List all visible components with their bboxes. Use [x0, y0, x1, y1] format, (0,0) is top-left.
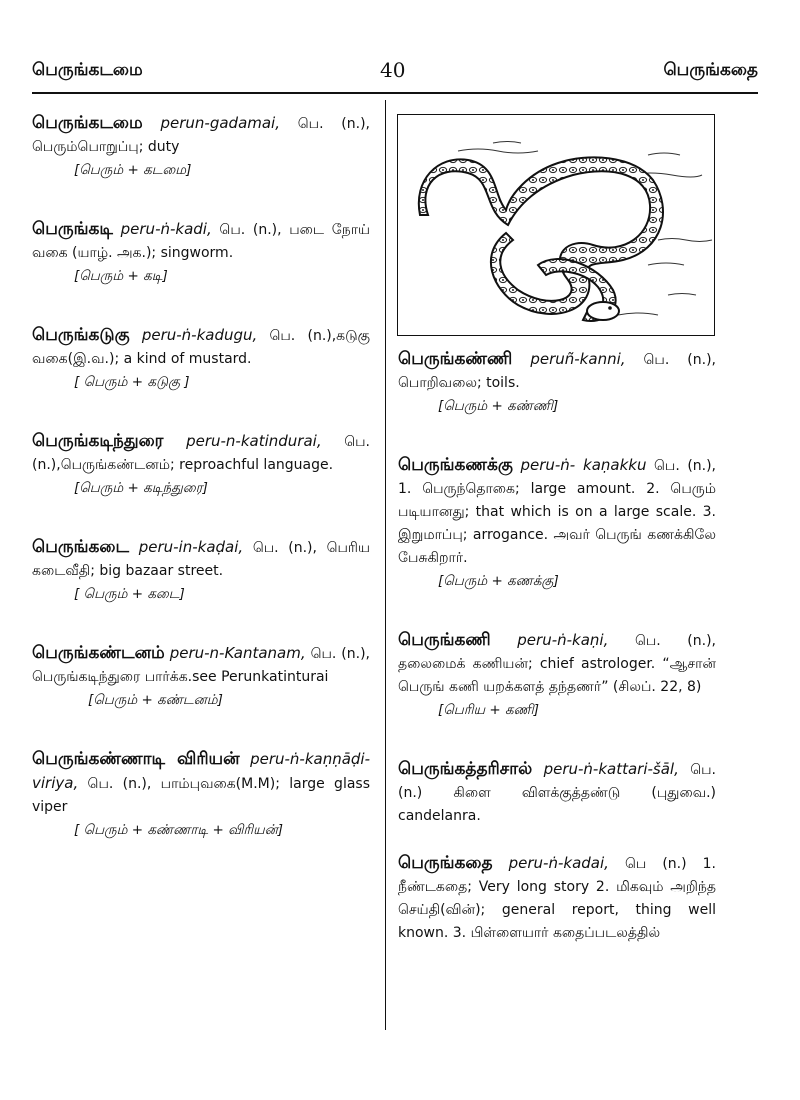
left-column [32, 112, 370, 842]
headword: பெருங்கண்ணி [398, 349, 513, 369]
headword: பெருங்கடுகு [32, 325, 130, 345]
snake-head-icon [587, 302, 619, 320]
header-rule [32, 92, 758, 94]
transliteration: peru-n-katindurai, [186, 432, 322, 450]
transliteration: peru-ṅ-kadi, [120, 220, 212, 238]
transliteration: peru-ṅ-kadai, [508, 854, 609, 872]
definition: பெ. (n.), பாம்புவகை(M.M); large glass viper [32, 776, 370, 815]
etymology: [பெரும் + கடமை] [74, 162, 192, 178]
etymology: [பெரும் + கடிந்துரை] [74, 480, 208, 496]
definition: பெ. (n.), பெரும்பொறுப்பு; duty [32, 116, 370, 155]
etymology: [பெரும் + கடி] [74, 268, 168, 284]
transliteration: peru-ṅ- kaṇakku [520, 456, 647, 474]
transliteration: perun-gadamai, [160, 114, 280, 132]
column-divider [385, 100, 386, 1030]
headword: பெருங்கத்தரிசால் [398, 759, 533, 779]
definition: பெ. (n.), படை நோய் வகை (யாழ். அக.); singworm. [32, 222, 371, 261]
transliteration: peruñ-kanni, [530, 350, 626, 368]
etymology: [ பெரும் + கடுகு ] [74, 374, 190, 390]
definition: பெ. (n.),கடுகு வகை(இ.வ.); a kind of mustard. [32, 328, 370, 367]
snake-drawing [398, 115, 714, 335]
headword: பெருங்கணக்கு [398, 455, 513, 475]
definition: பெ (n.) 1. நீண்டகதை; Very long story 2. மிகவும் அறிந்த செய்தி(வின்); general report, thing well known. 3. பிள்ளையார் கதைப்படலத்தில் [398, 856, 716, 941]
dictionary-entry [398, 629, 716, 722]
dictionary-entry [32, 324, 370, 394]
headword: பெருங்கடி [32, 219, 113, 239]
transliteration: peru-ṅ-kadugu, [141, 326, 258, 344]
etymology: [பெரிய + கணி] [438, 702, 539, 718]
definition: பெ. (n.),பெருங்கண்டனம்; reproachful language. [32, 434, 371, 473]
definition: பெ. (n.), 1. பெருந்தொகை; large amount. 2. பெரும் படியானது; that which is on a large scale. 3. இறுமாப்பு; arrogance. அவர் பெருங் கணக்கிலே பேசுகிறார். [398, 458, 717, 566]
headword: பெருங்கடமை [32, 113, 143, 133]
dictionary-entry [398, 454, 716, 593]
running-head-left: பெருங்கடமை [32, 60, 143, 80]
dictionary-entry [32, 218, 370, 288]
etymology: [பெரும் + கண்ணி] [438, 398, 559, 414]
etymology: [ பெரும் + கண்ணாடி + விரியன்] [74, 822, 284, 838]
definition: பெ. (n.), பொறிவலை; toils. [398, 352, 716, 391]
etymology: [ பெரும் + கடை] [74, 586, 185, 602]
etymology: [பெரும் + கணக்கு] [438, 573, 559, 589]
definition: பெ. (n.) கிளை விளக்குத்தண்டு (புதுவை.) candelanra. [398, 762, 716, 824]
dictionary-entry [32, 430, 370, 500]
dictionary-entry [32, 536, 370, 606]
transliteration: peru-n-Kantanam, [169, 644, 306, 662]
dictionary-entry [32, 112, 370, 182]
transliteration: peru-ṅ-kattari-šāl, [543, 760, 679, 778]
definition: பெ. (n.), பெரிய கடைவீதி; big bazaar street. [32, 540, 370, 579]
dictionary-entry [398, 758, 716, 828]
headword: பெருங்கதை [398, 853, 493, 873]
dictionary-entry [32, 748, 370, 842]
headword: பெருங்கண்ணாடி விரியன் [32, 749, 240, 769]
dictionary-entry [32, 642, 370, 712]
headword: பெருங்கடை [32, 537, 130, 557]
headword: பெருங்கடிந்துரை [32, 431, 164, 451]
etymology: [பெரும் + கண்டனம்] [88, 692, 223, 708]
snake-illustration [397, 114, 715, 336]
definition: பெ. (n.), தலைமைக் கணியன்; chief astrologer. “ஆசான் பெருங் கணி யறக்களத் தந்தணர்” (சிலப். 22, 8) [398, 633, 716, 695]
headword: பெருங்கண்டனம் [32, 643, 165, 663]
running-head-right: பெருங்கதை [663, 60, 758, 80]
headword: பெருங்கணி [398, 630, 491, 650]
transliteration: peru-ṅ-kaṇi, [517, 631, 609, 649]
transliteration: peru-ṅ-kaṇṇāḍi- viriya, [32, 750, 371, 792]
right-column [398, 348, 716, 945]
transliteration: peru-in-kaḍai, [138, 538, 244, 556]
page-number: 40 [380, 58, 406, 82]
dictionary-entry [398, 852, 716, 945]
dictionary-entry [398, 348, 716, 418]
definition: பெ. (n.), பெருங்கடிந்துரை பார்க்க.see Perunkatinturai [32, 646, 370, 685]
